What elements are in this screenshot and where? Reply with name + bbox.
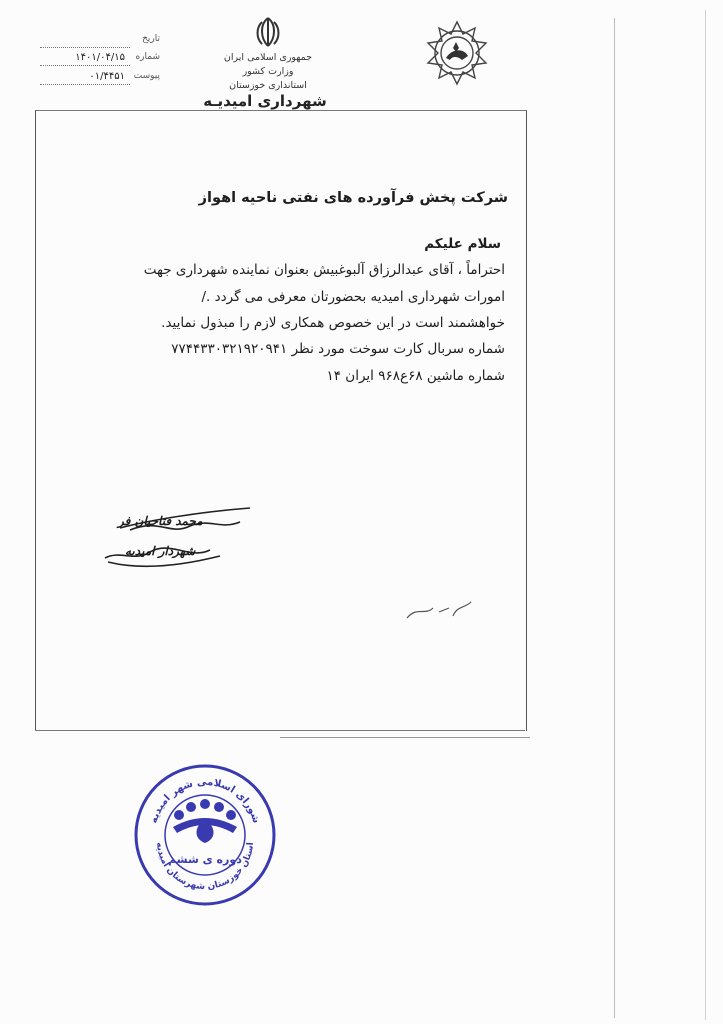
municipality-logo-icon <box>422 18 492 88</box>
attachment-value: ۰۱/۴۴۵۱ <box>89 71 125 82</box>
dotted-line <box>40 84 130 85</box>
attachment-label: پیوست <box>133 71 160 81</box>
divider <box>280 737 530 738</box>
body-line-5: شماره ماشین ۶۸ع۹۶۸ ایران ۱۴ <box>326 368 505 384</box>
dotted-line <box>40 65 130 66</box>
body-line-1: احتراماً ، آقای عبدالرزاق آلبوغبیش بعنوان نماینده شهرداری جهت <box>143 262 505 278</box>
svg-text:استان خوزستان شهرستان امیدیه <box>154 842 256 892</box>
body-line-2: امورات شهرداری امیدیه بحضورتان معرفی می گردد ./ <box>201 289 505 305</box>
governorate-text: استانداری خوزستان <box>229 80 307 91</box>
number-field <box>40 52 160 68</box>
dotted-line <box>40 47 130 48</box>
page-edge-line <box>705 10 706 1020</box>
ministry-text: وزارت کشور <box>242 66 294 77</box>
municipality-title: شهرداری امیدیـه <box>203 92 327 110</box>
divider <box>35 730 525 731</box>
stamp-term-text: دوره ی ششم <box>168 853 242 866</box>
body-line-3: خواهشمند است در این خصوص همکاری لازم را مبذول نمایید. <box>161 315 505 331</box>
date-field <box>40 34 160 50</box>
salutation: سلام علیکم <box>424 236 501 252</box>
stamp-council-text: شورای اسلامی شهر امیدیه <box>148 776 262 825</box>
signer-title: شهردار امیدیه <box>125 544 196 558</box>
number-value: ۱۴۰۱/۰۴/۱۵ <box>75 52 125 63</box>
page-edge-line <box>614 18 615 1018</box>
number-label: شماره <box>135 52 160 62</box>
republic-text: جمهوری اسلامی ایران <box>223 52 313 63</box>
attachment-field <box>40 71 160 87</box>
stamp-location-text: استان خوزستان شهرستان امیدیه <box>153 841 256 893</box>
recipient-line: شرکت پخش فرآورده های نفتی ناحیه اهواز <box>198 190 508 206</box>
council-seal-stamp <box>133 763 278 908</box>
date-label: تاریخ <box>142 34 160 44</box>
iran-emblem-icon <box>250 14 286 50</box>
signature-drawing <box>100 500 260 580</box>
initials-scribble <box>405 598 475 624</box>
body-line-4: شماره سربال کارت سوخت مورد نظر ۷۷۴۴۳۳۰۳۲۱۹۲۰۹۴۱ <box>171 341 505 357</box>
signer-name: محمد فتاحیان فر <box>118 514 203 528</box>
